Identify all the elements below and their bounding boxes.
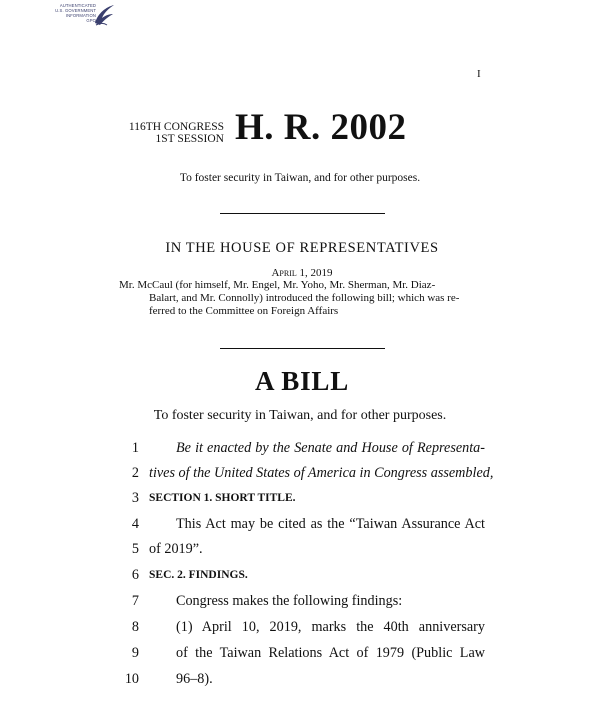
line-number: 3 [131, 490, 139, 506]
introduction-line: Balart, and Mr. Connolly) introduced the following bill; which was re- [149, 292, 460, 305]
eagle-icon [92, 3, 116, 29]
section-heading: SECTION 1. SHORT TITLE. [149, 492, 296, 504]
introduction-line: Mr. McCaul (for himself, Mr. Engel, Mr. Yoho, Mr. Sherman, Mr. Diaz- [119, 279, 436, 291]
section-text: of 2019”. [149, 541, 203, 557]
line-number: 5 [131, 541, 139, 557]
bill-line [105, 513, 485, 535]
line-number: 9 [131, 645, 139, 661]
congress-session-block [112, 121, 224, 145]
short-purpose: To foster security in Taiwan, and for other purposes. [179, 172, 421, 184]
bill-line [105, 564, 485, 586]
section-heading: SEC. 2. FINDINGS. [149, 569, 248, 581]
seal-text [34, 3, 96, 23]
page-number: I [477, 68, 481, 80]
line-number: 2 [131, 465, 139, 481]
line-number: 8 [131, 619, 139, 635]
line-number: 4 [131, 516, 139, 532]
session-label: 1ST SESSION [155, 133, 224, 145]
line-number: 7 [131, 593, 139, 609]
gpo-authentication-seal [34, 3, 124, 33]
seal-line-1: AUTHENTICATED [59, 3, 96, 8]
divider-rule [220, 348, 385, 349]
line-number: 10 [124, 671, 139, 687]
enacting-clause: Be it enacted by the Senate and House of Representa- [176, 440, 485, 456]
introduction-date: April 1, 2019 [271, 267, 333, 279]
house-heading: IN THE HOUSE OF REPRESENTATIVES [165, 240, 439, 256]
bill-line [105, 616, 485, 638]
section-text: Congress makes the following findings: [176, 593, 403, 609]
finding-text: (1) April 10, 2019, marks the 40th anniversary [176, 619, 485, 635]
line-number: 1 [131, 440, 139, 456]
seal-line-3: INFORMATION [65, 13, 96, 18]
finding-text: of the Taiwan Relations Act of 1979 (Public Law [176, 645, 485, 661]
congress-label: 116TH CONGRESS [128, 121, 224, 133]
bill-line [105, 668, 485, 690]
long-purpose: To foster security in Taiwan, and for other purposes. [153, 408, 447, 423]
bill-number: H. R. 2002 [235, 107, 407, 148]
seal-line-2: U.S. GOVERNMENT [55, 8, 96, 13]
bill-line [105, 487, 485, 509]
bill-line [105, 437, 485, 459]
divider-rule [220, 213, 385, 214]
introduction-line: ferred to the Committee on Foreign Affairs [149, 305, 339, 318]
enacting-clause: tives of the United States of America in Congress assembled, [149, 465, 494, 481]
a-bill-heading: A BILL [254, 366, 350, 396]
bill-line [105, 462, 494, 484]
introduction-statement [119, 279, 485, 319]
bill-line [105, 642, 485, 664]
section-text: This Act may be cited as the “Taiwan Assurance Act [176, 516, 485, 532]
seal-line-4: GPO [86, 18, 96, 23]
line-number: 6 [131, 567, 139, 583]
finding-text: 96–8). [176, 671, 213, 687]
bill-line [105, 538, 485, 560]
bill-line [105, 590, 485, 612]
